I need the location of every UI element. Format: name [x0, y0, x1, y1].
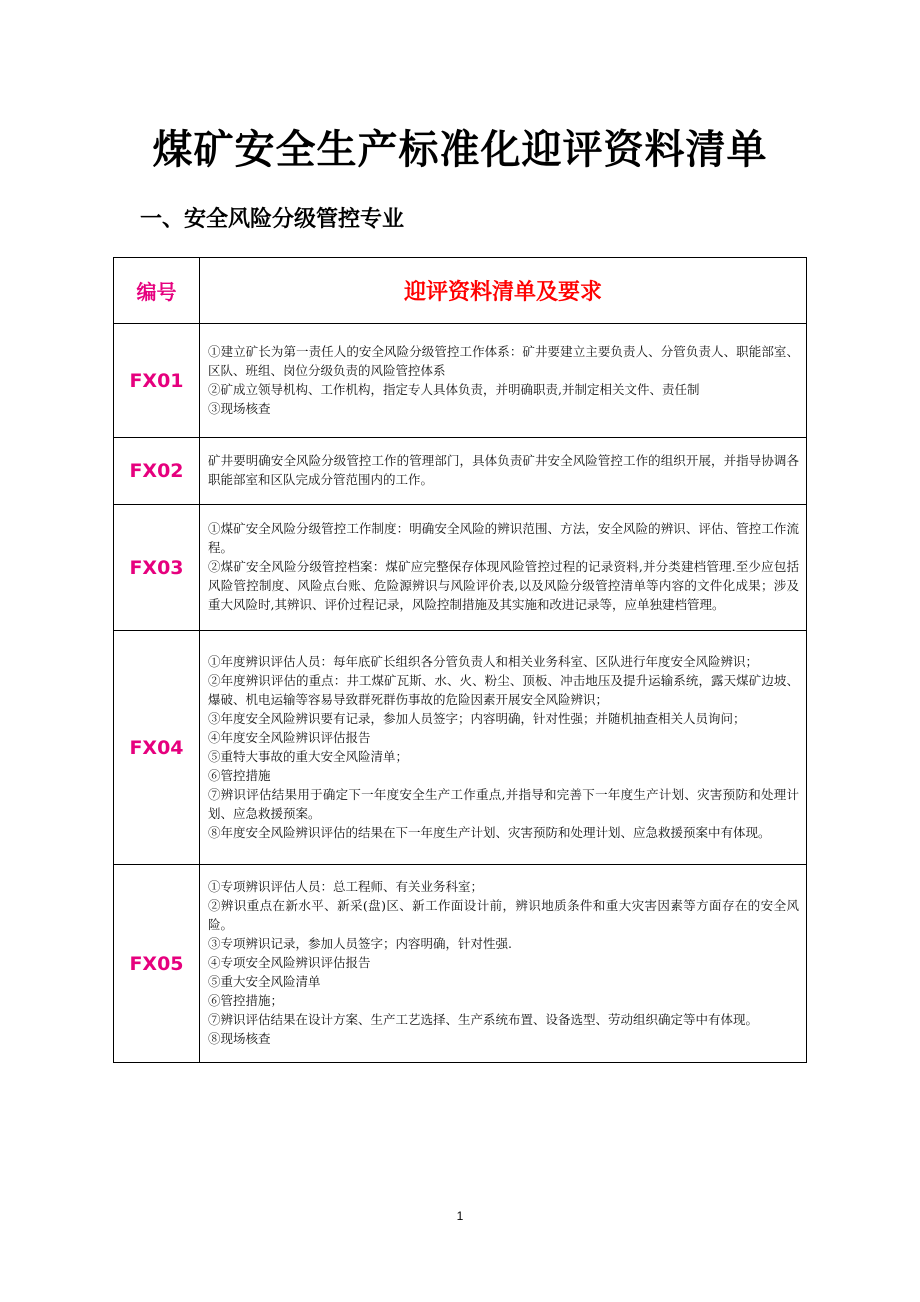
content-line: ①专项辨识评估人员：总工程师、有关业务科室； [208, 879, 484, 894]
row-content [200, 865, 807, 1063]
document-title: 煤矿安全生产标准化迎评资料清单 [152, 127, 768, 173]
row-code: FX05 [114, 865, 200, 1063]
section-heading: 一、安全风险分级管控专业 [140, 207, 405, 232]
content-line: ⑤重特大事故的重大安全风险清单； [208, 748, 409, 764]
content-line: ③专项辨识记录，参加人员签字；内容明确，针对性强. [208, 936, 512, 951]
content-line: 矿井要明确安全风险分级管控工作的管理部门，具体负责矿井安全风险管控工作的组织开展，并指导协调各职能部室和区队完成分管范围内的工作。 [208, 453, 799, 487]
row-code: FX01 [114, 324, 200, 438]
row-code: FX02 [114, 438, 200, 505]
content-line: ⑤重大安全风险清单 [208, 974, 321, 989]
table-row [114, 631, 807, 865]
content-line: ⑧年度安全风险辨识评估的结果在下一年度生产计划、灾害预防和处理计划、应急救援预案中有体现。 [208, 824, 771, 840]
content-line: ②煤矿安全风险分级管控档案：煤矿应完整保存体现风险管控过程的记录资料,并分类建档管理.至少应包括风险管控制度、风险点台账、危险源辨识与风险评价表,以及风险分级管控清单等内容的文件化成果；涉及重大风险时,其辨识、评价过程记录，风险控制措施及其实施和改进记录等，应单独建档管理。 [208, 559, 799, 612]
row-content [200, 631, 807, 865]
content-line: ①年度辨识评估人员：每年底矿长组织各分管负责人和相关业务科室、区队进行年度安全风险辨识； [208, 653, 759, 669]
checklist-table [113, 257, 807, 1063]
header-requirements: 迎评资料清单及要求 [200, 258, 807, 324]
table-row [114, 505, 807, 631]
row-code: FX04 [114, 631, 200, 865]
row-content [200, 505, 807, 631]
table-row [114, 438, 807, 505]
header-code: 编号 [114, 258, 200, 324]
content-line: ⑦辨识评估结果在设计方案、生产工艺选择、生产系统布置、设备选型、劳动组织确定等中有体现。 [208, 1012, 759, 1027]
content-line: ⑥管控措施； [208, 993, 284, 1008]
page-number: 1 [456, 1209, 464, 1223]
content-line: ①煤矿安全风险分级管控工作制度：明确安全风险的辨识范围、方法，安全风险的辨识、评估、管控工作流程。 [208, 521, 799, 555]
content-line: ⑥管控措施 [208, 767, 271, 783]
content-line: ③年度安全风险辨识要有记录，参加人员签字；内容明确，针对性强；并随机抽查相关人员询问； [208, 710, 746, 726]
content-line: ①建立矿长为第一责任人的安全风险分级管控工作体系：矿井要建立主要负责人、分管负责人、职能部室、区队、班组、岗位分级负责的风险管控体系 [208, 343, 799, 378]
content-line: ④年度安全风险辨识评估报告 [208, 729, 371, 745]
table-row [114, 324, 807, 438]
row-content [200, 324, 807, 438]
table-row [114, 865, 807, 1063]
content-line: ②辨识重点在新水平、新采(盘)区、新工作面设计前，辨识地质条件和重大灾害因素等方面存在的安全风险。 [208, 898, 799, 932]
content-line: ⑧现场核查 [208, 1031, 271, 1046]
content-line: ②年度辨识评估的重点：井工煤矿瓦斯、水、火、粉尘、顶板、冲击地压及提升运输系统，露天煤矿边坡、爆破、机电运输等容易导致群死群伤事故的危险因素开展安全风险辨识； [208, 672, 799, 707]
table-header-row [114, 258, 807, 324]
content-line: ④专项安全风险辨识评估报告 [208, 955, 371, 970]
content-line: ⑦辨识评估结果用于确定下一年度安全生产工作重点,并指导和完善下一年度生产计划、灾害预防和处理计划、应急救援预案。 [208, 786, 799, 821]
row-content [200, 438, 807, 505]
content-line: ②矿成立领导机构、工作机构，指定专人具体负责，并明确职责,并制定相关文件、责任制 [208, 381, 700, 397]
content-line: ③现场核查 [208, 400, 271, 416]
row-code: FX03 [114, 505, 200, 631]
